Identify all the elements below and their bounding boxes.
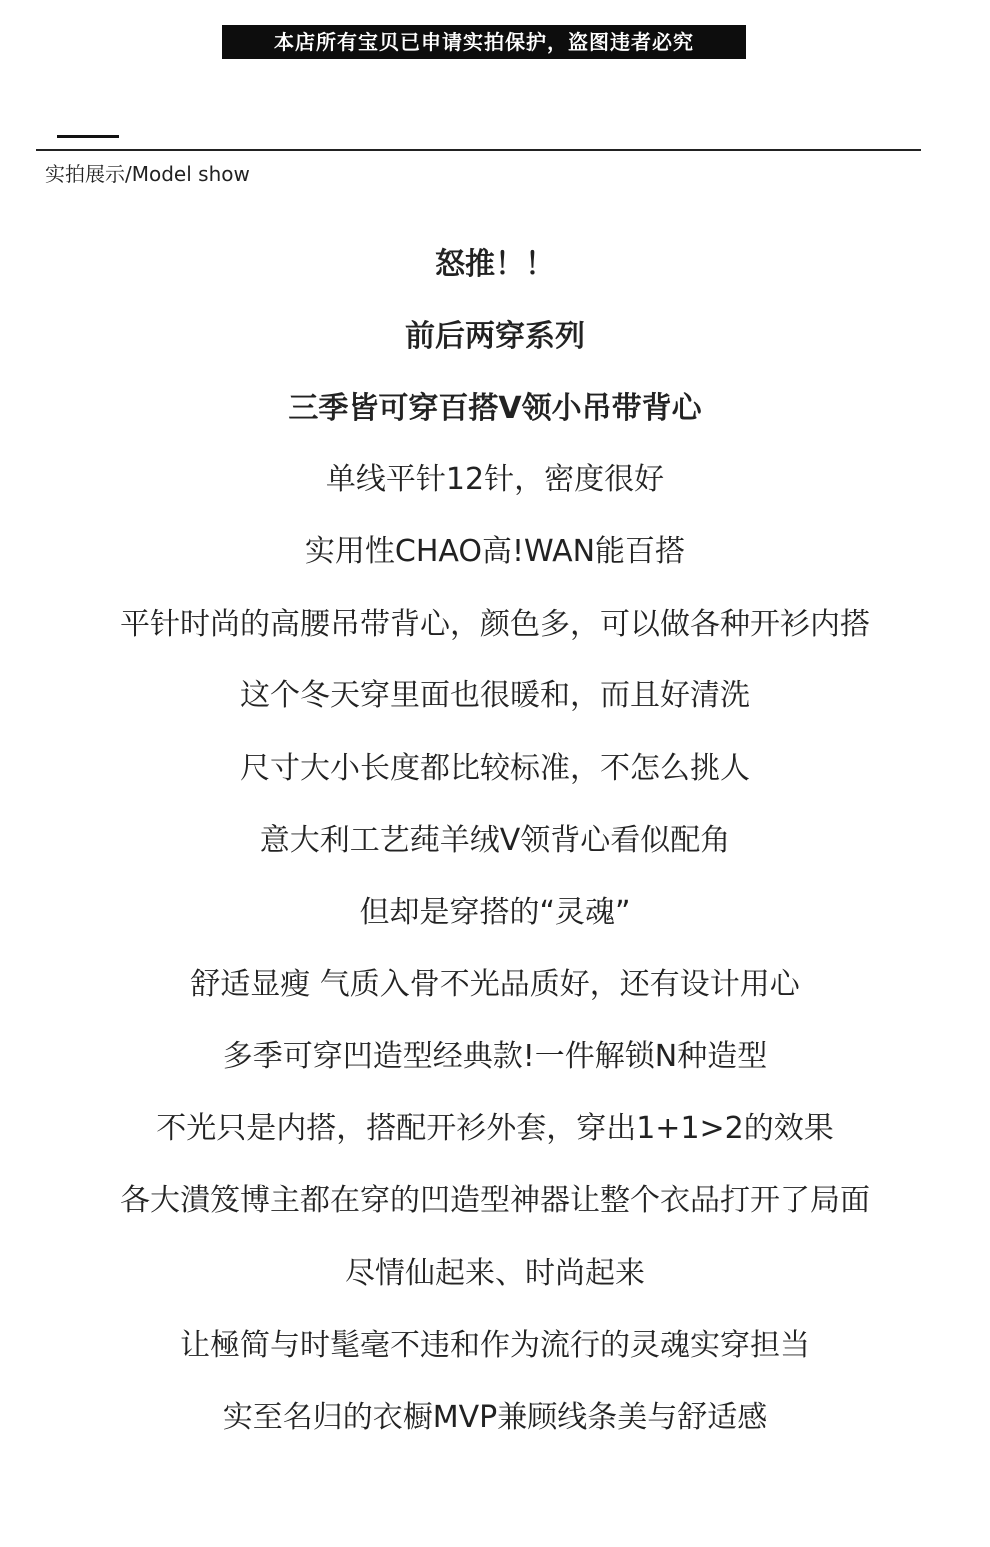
section-divider [36,149,921,151]
description-line: 多季可穿凹造型经典款!一件解锁N种造型 [222,1039,768,1074]
description-line: 让極简与时髦毫不违和作为流行的灵魂实穿担当 [180,1328,810,1363]
description-line: 不光只是内搭，搭配开衫外套，穿出1+1>2的效果 [156,1111,834,1146]
copyright-notice-text: 本店所有宝贝已申请实拍保护，盗图违者必究 [274,30,694,54]
description-line: 这个冬天穿里面也很暖和，而且好清洗 [240,678,750,713]
description-line: 平针时尚的高腰吊带背心，颜色多，可以做各种开衫内搭 [120,607,870,642]
headline-line: 前后两穿系列 [405,319,585,354]
headline-line: 怒推！！ [435,247,555,282]
headline-line: 三季皆可穿百搭V领小吊带背心 [288,391,702,426]
description-line: 各大潰笈博主都在穿的凹造型神器让整个衣品打开了局面 [120,1183,870,1218]
description-line: 尺寸大小长度都比较标准，不怎么挑人 [240,751,750,786]
description-line: 实至名归的衣橱MVP兼顾线条美与舒适感 [222,1400,768,1435]
section-accent-bar [57,135,119,138]
description-line: 尽情仙起来、时尚起来 [345,1256,645,1291]
description-line: 实用性CHAO高!WAN能百搭 [304,534,686,569]
copyright-notice-banner [222,25,746,59]
description-line: 舒适显瘦 气质入骨不光品质好，还有设计用心 [190,967,800,1002]
description-line: 意大利工艺莼羊绒V领背心看似配角 [259,823,731,858]
description-line: 但却是穿搭的“灵魂” [359,895,631,930]
section-title: 实拍展示/Model show [45,162,250,186]
description-line: 单线平针12针，密度很好 [325,462,665,497]
